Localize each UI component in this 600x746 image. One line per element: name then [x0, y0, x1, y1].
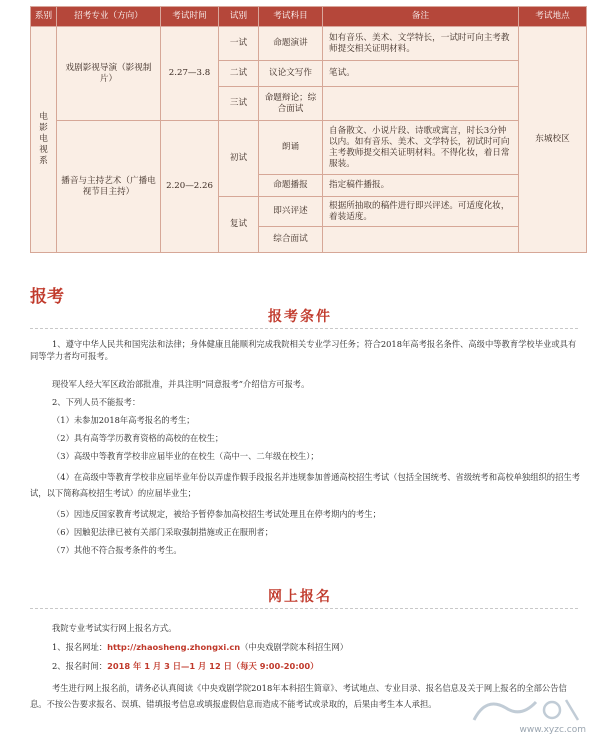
location-cell: 东城校区 — [519, 27, 587, 253]
table-row — [31, 27, 587, 61]
header-subject: 考试科目 — [259, 7, 323, 27]
major1-subject-2: 议论文写作 — [259, 61, 323, 87]
department-cell — [31, 27, 57, 253]
conditions-paragraph-1: 1、遵守中华人民共和国宪法和法律；身体健康且能顺利完成我院相关专业学习任务；符合2018年高考报名条件、高级中等教育学校毕业或具有同等学力者均可报考。 — [30, 339, 577, 361]
major2-round-final: 复试 — [219, 197, 259, 253]
online-title: 网上报名 — [268, 589, 332, 605]
header-major: 招考专业（方向） — [57, 7, 161, 27]
divider — [30, 608, 578, 609]
major1-remark-1: 如有音乐、美术、文学特长，一试时可向主考教师提交相关证明材料。 — [323, 27, 519, 61]
major1-subject-3: 命题辩论；综合面试 — [259, 87, 323, 121]
date-label: 2、报名时间： — [52, 661, 108, 671]
conditions-title: 报考条件 — [268, 309, 332, 325]
major2-subject-2: 命题播报 — [259, 175, 323, 197]
list-item: （6）因触犯法律已被有关部门采取强制措施或正在服刑者； — [52, 527, 273, 537]
online-notice: 考生进行网上报名前，请务必认真阅读《中央戏剧学院2018年本科招生简章》、考试地点、专业目录、报名信息及关于网上报名的全部公告信息。不按公告要求报名、误填、错填报考信息或填报虚假信息而造成不能考试或录取的，后果由考生本人承担。 — [30, 683, 567, 709]
list-item: （2）具有高等学历教育资格的高校的在校生； — [52, 433, 224, 443]
major1-time: 2.27—3.8 — [161, 27, 219, 121]
watermark-text: www.xyzc.com — [519, 725, 586, 735]
list-item: （4）在高级中等教育学校非应届毕业年份以弄虚作假手段报名并违规参加普通高校招生考试（包括全国统考、省级统考和高校单独组织的招生考试，以下简称高校招生考试）的应届毕业生； — [30, 472, 580, 498]
table-row — [31, 121, 587, 175]
major2-remark-1: 自备散文、小说片段、诗歌或寓言，时长3分钟以内。如有音乐、美术、文学特长，初试时可向主考教师提交相关证明材料。不得化妆，着日常服装。 — [323, 121, 519, 175]
list-item: （5）因违反国家教育考试规定，被给予暂停参加高校招生考试处理且在停考期内的考生； — [52, 509, 381, 519]
site-url-link[interactable]: http://zhaosheng.zhongxi.cn — [107, 642, 241, 652]
major1-round-1: 一试 — [219, 27, 259, 61]
major2-subject-1: 朗诵 — [259, 121, 323, 175]
major1-name: 戏剧影视导演（影视制片） — [57, 27, 161, 121]
online-intro: 我院专业考试实行网上报名方式。 — [52, 623, 177, 633]
major2-remark-2: 指定稿件播报。 — [323, 175, 519, 197]
divider — [30, 328, 578, 329]
major2-subject-3: 即兴评述 — [259, 197, 323, 227]
site-label: 1、报名网址： — [52, 642, 108, 652]
major2-subject-4: 综合面试 — [259, 227, 323, 253]
header-remark: 备注 — [323, 7, 519, 27]
major1-round-2: 二试 — [219, 61, 259, 87]
list-item: （1）未参加2018年高考报名的考生； — [52, 415, 195, 425]
online-date-line — [52, 660, 580, 672]
header-round: 试别 — [219, 7, 259, 27]
major1-subject-1: 命题演讲 — [259, 27, 323, 61]
table-header-row — [31, 7, 587, 27]
header-department: 系别 — [31, 7, 57, 27]
section-title: 报考 — [30, 287, 64, 307]
header-location: 考试地点 — [519, 7, 587, 27]
major2-remark-3: 根据所抽取的稿件进行即兴评述。可适度化妆，着装适度。 — [323, 197, 519, 227]
list-item: （3）高级中等教育学校非应届毕业的在校生（高中一、二年级在校生）； — [52, 451, 319, 461]
major2-name: 播音与主持艺术（广播电视节目主持） — [57, 121, 161, 253]
major1-remark-3 — [323, 87, 519, 121]
header-time: 考试时间 — [161, 7, 219, 27]
site-note: （中央戏剧学院本科招生网） — [240, 642, 349, 652]
online-site-line — [52, 641, 580, 653]
exam-schedule-table — [30, 6, 587, 253]
major2-remark-4 — [323, 227, 519, 253]
major2-time: 2.20—2.26 — [161, 121, 219, 253]
conditions-paragraph-2: 现役军人经大军区政治部批准，并具注明“同意报考”介绍信方可报考。 — [52, 379, 310, 389]
major1-round-3: 三试 — [219, 87, 259, 121]
conditions-paragraph-3: 2、下列人员不能报考： — [52, 397, 141, 407]
date-value: 2018 年 1 月 3 日—1 月 12 日（每天 9:00-20:00） — [107, 661, 319, 671]
major1-remark-2: 笔试。 — [323, 61, 519, 87]
list-item: （7）其他不符合报考条件的考生。 — [52, 545, 182, 555]
major2-round-initial: 初试 — [219, 121, 259, 197]
department-name: 电影电视系 — [39, 112, 48, 166]
